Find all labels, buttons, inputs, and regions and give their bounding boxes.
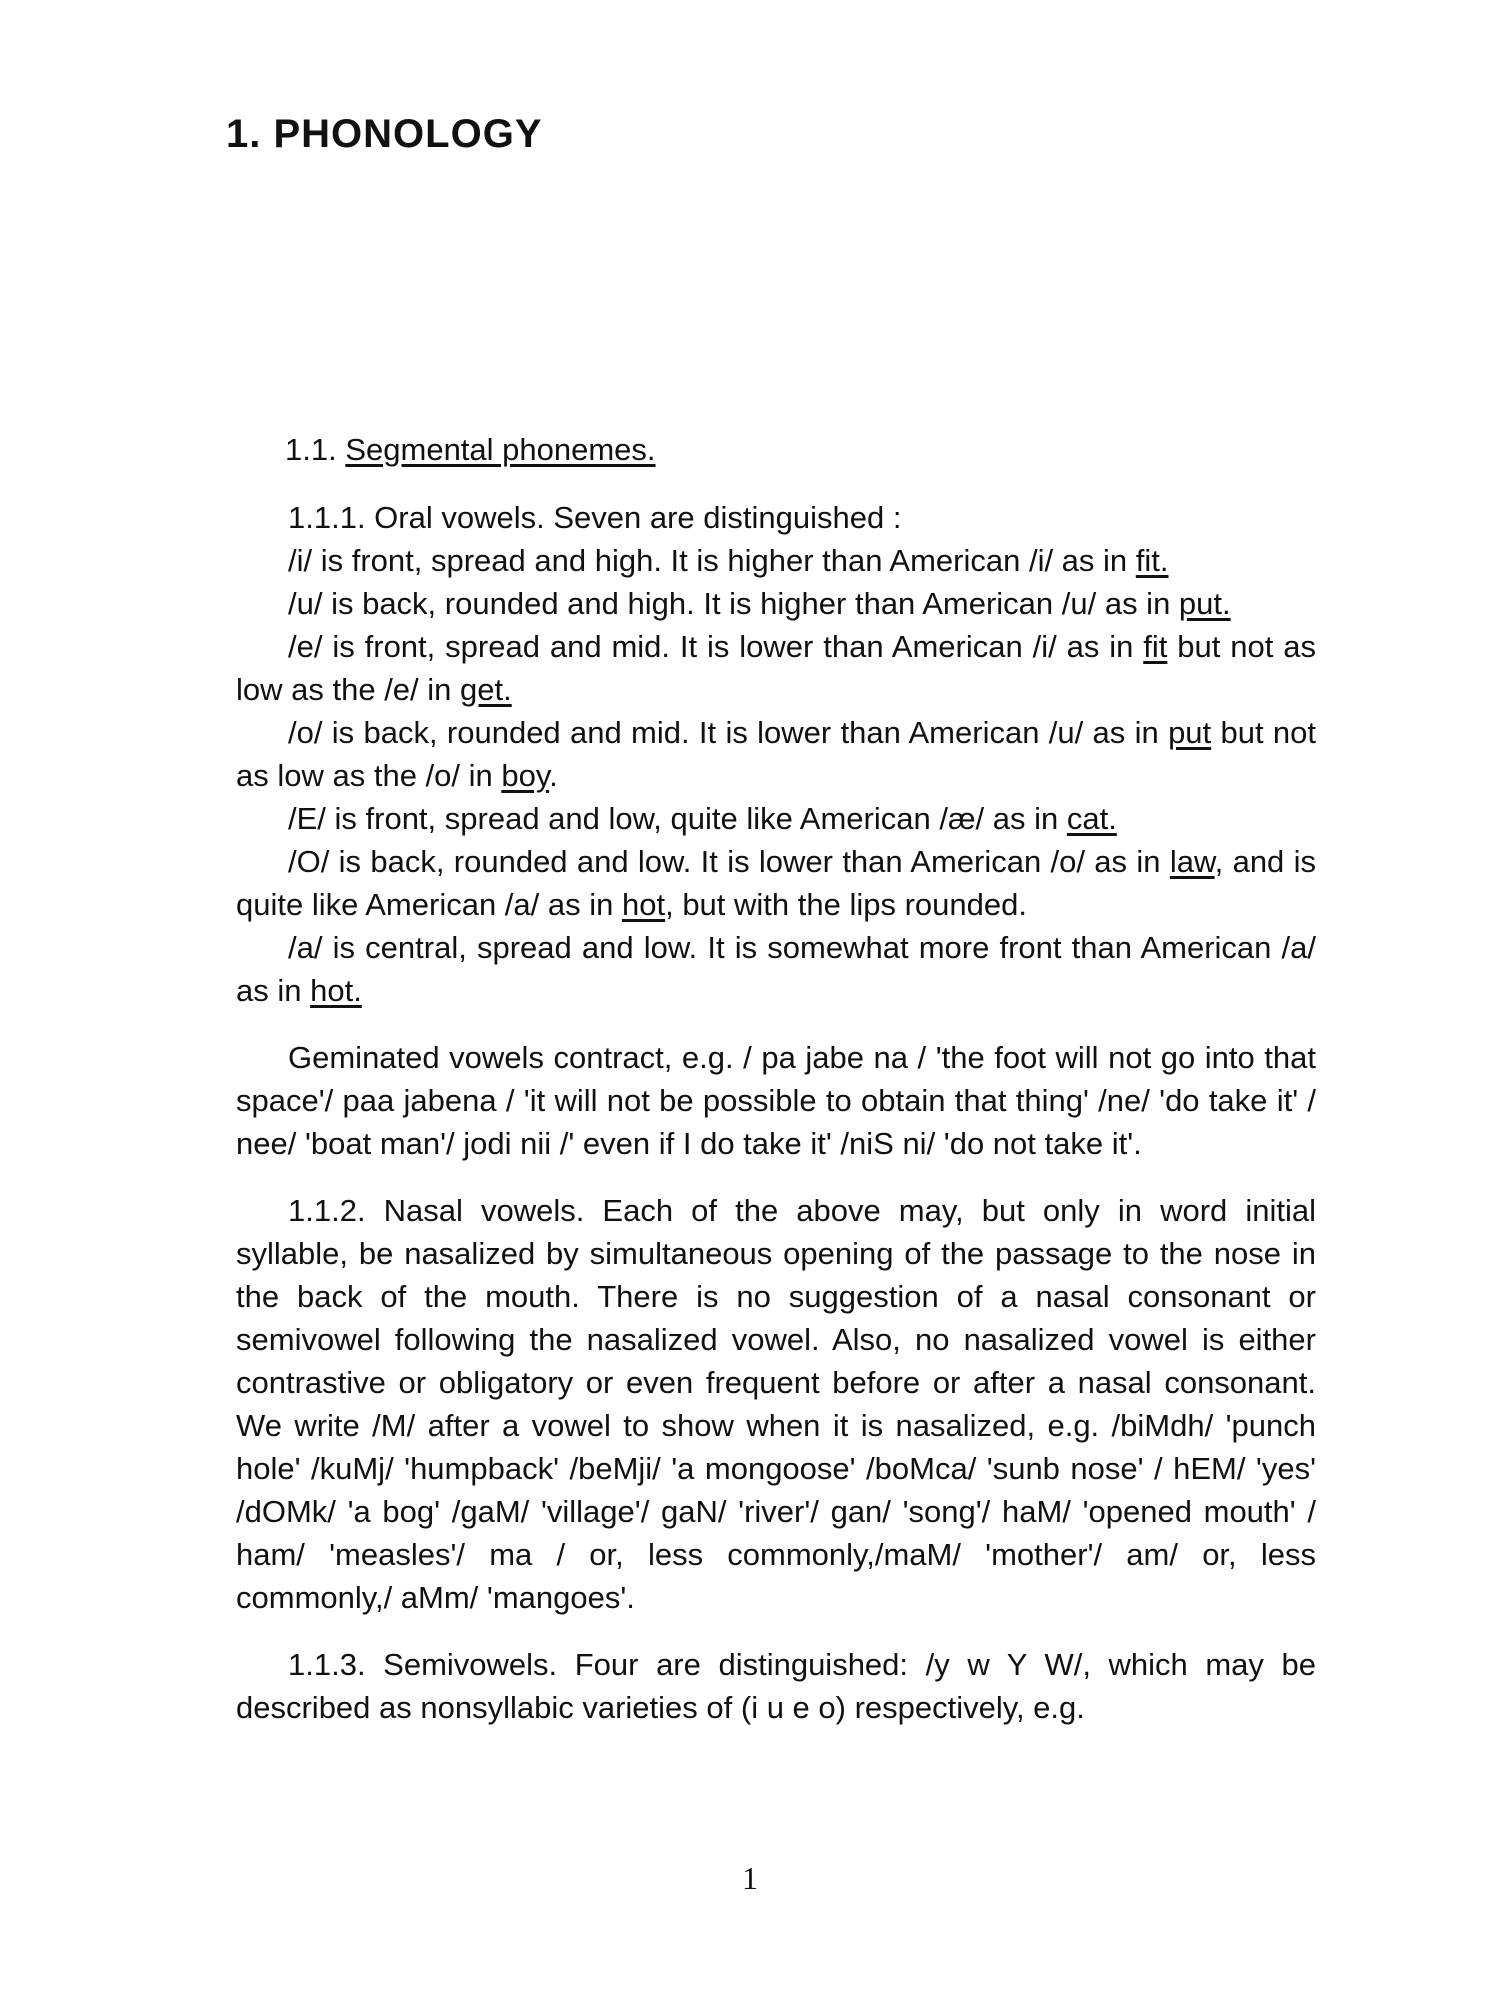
geminated-vowels-paragraph: Geminated vowels contract, e.g. / pa jabe na / 'the foot will not go into that space'/ paa jabena / 'it will not be possible to obtain that thing' /ne/ 'do take it' / nee/ 'boat man'/ jodi nii /' even if I do take it' /niS ni/ 'do not take it'. bbox=[236, 1040, 1316, 1161]
vowel-e-description: /e/ is front, spread and mid. It is lower than American /i/ as in fit but not as low as the /e/ in get. bbox=[236, 629, 1316, 707]
vowel-i-description: /i/ is front, spread and high. It is higher than American /i/ as in fit. bbox=[288, 543, 1169, 578]
nasal-vowels-paragraph: 1.1.2. Nasal vowels. Each of the above may, but only in word initial syllable, be nasalized by simultaneous opening of the passage to the nose in the back of the mouth. There is no suggestion of a nasal consonant or semivowel following the nasalized vowel. Also, no nasalized vowel is either contrastive or obligatory or even frequent before or after a nasal consonant. We write /M/ after a vowel to show when it is nasalized, e.g. /biMdh/ 'punch hole' /kuMj/ 'humpback' /beMji/ 'a mongoose' /boMca/ 'sunb nose' / hEM/ 'yes' /dOMk/ 'a bog' /gaM/ 'village'/ gaN/ 'river'/ gan/ 'song'/ haM/ 'opened mouth' / ham/ 'measles'/ ma / or, less commonly,/maM/ 'mother'/ am/ or, less commonly,/ aMm/ 'mangoes'. bbox=[236, 1193, 1316, 1615]
vowel-O-description: /O/ is back, rounded and low. It is lower than American /o/ as in law, and is quite like American /a/ as in hot, but with the lips rounded. bbox=[236, 844, 1317, 922]
section-heading bbox=[285, 432, 656, 468]
vowel-u-description: /u/ is back, rounded and high. It is higher than American /u/ as in put. bbox=[288, 586, 1231, 621]
semivowels-paragraph: 1.1.3. Semivowels. Four are distinguished: /y w Y W/, which may be described as nonsyllabic varieties of (i u e o) respectively, e.g. bbox=[236, 1647, 1316, 1725]
vowel-a-description: /a/ is central, spread and low. It is somewhat more front than American /a/ as in hot. bbox=[236, 930, 1316, 1008]
vowel-o-description: /o/ is back, rounded and mid. It is lower than American /u/ as in put but not as low as the /o/ in boy. bbox=[236, 715, 1316, 793]
oral-vowels-block bbox=[236, 496, 1316, 1729]
page-number: 1 bbox=[742, 1860, 758, 1896]
chapter-title: 1. PHONOLOGY bbox=[226, 112, 543, 156]
section-number: 1.1. bbox=[285, 432, 337, 467]
vowel-E-description: /E/ is front, spread and low, quite like American /æ/ as in cat. bbox=[288, 801, 1117, 836]
section-title: Segmental phonemes. bbox=[345, 432, 656, 467]
oral-vowels-intro: 1.1.1. Oral vowels. Seven are distinguished : bbox=[288, 500, 902, 535]
